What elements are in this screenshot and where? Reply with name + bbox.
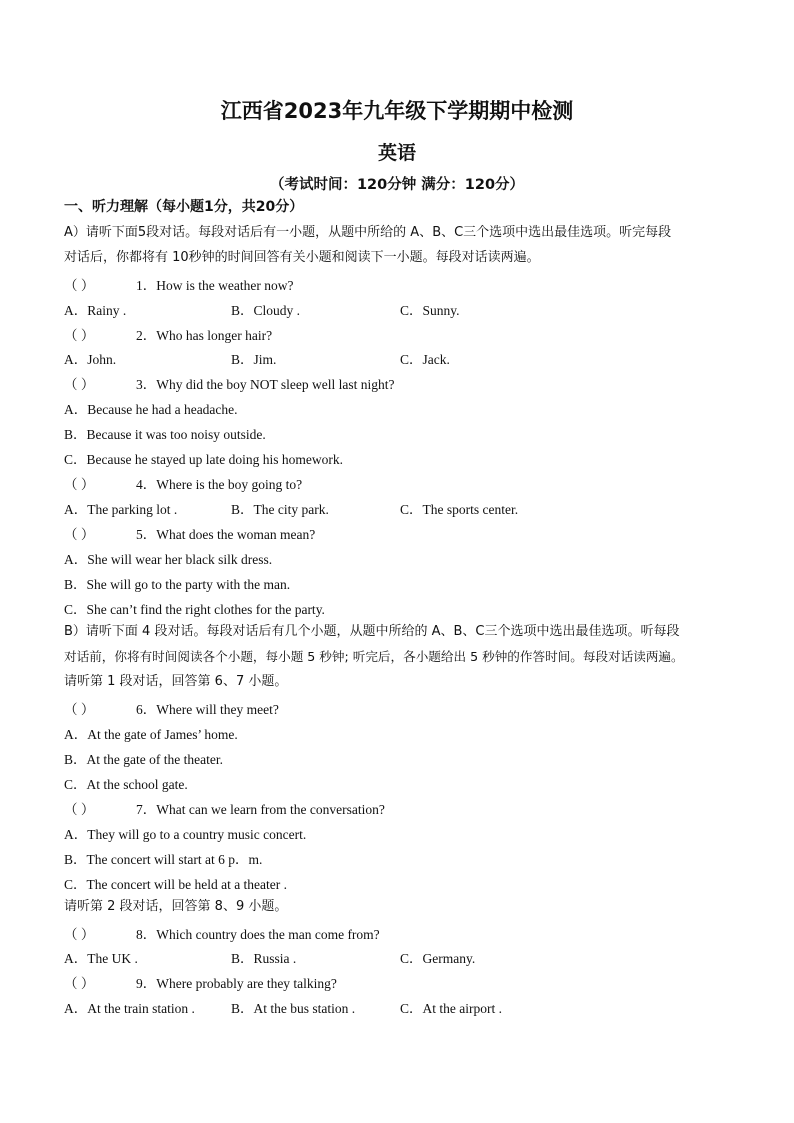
part-b-instruction-line2: 对话前，你将有时间阅读各个小题，每小题 5 秒钟; 听完后，各小题给出 5 秒钟的作答时间。每段对话读两遍。 — [64, 649, 684, 664]
question-1 — [64, 274, 293, 294]
option-a[interactable]: A．At the gate of James’ home. — [64, 727, 238, 742]
option-c[interactable]: C．At the airport . — [400, 1001, 502, 1016]
option-c[interactable]: C．Sunny. — [400, 303, 460, 318]
question-stem: 6．Where will they meet? — [136, 702, 279, 717]
question-8-options — [64, 947, 744, 965]
option-b[interactable]: B．The city park. — [231, 502, 329, 517]
question-stem: 5．What does the woman mean? — [136, 527, 316, 542]
option-c[interactable]: C．The sports center. — [400, 502, 519, 517]
option-c[interactable]: C．Because he stayed up late doing his homework. — [64, 452, 343, 467]
option-a[interactable]: A．John. — [64, 352, 117, 367]
option-b[interactable]: B．At the gate of the theater. — [64, 752, 223, 767]
option-a[interactable]: A．Rainy . — [64, 303, 127, 318]
question-stem: 2．Who has longer hair? — [136, 328, 273, 343]
answer-blank[interactable]: （ ） — [64, 802, 95, 817]
dialog-2-note: 请听第 2 段对话，回答第 8、9 小题。 — [64, 899, 288, 914]
option-a[interactable]: A．Because he had a headache. — [64, 402, 238, 417]
answer-blank[interactable]: （ ） — [64, 377, 95, 392]
part-b-instruction-line1: B）请听下面 4 段对话。每段对话后有几个小题，从题中所给的 A、B、C三个选项中选出最佳选项。听每段 — [64, 624, 680, 639]
question-4 — [64, 473, 302, 493]
question-6 — [64, 698, 279, 718]
question-stem: 1．How is the weather now? — [136, 278, 294, 293]
exam-title: 江西省2023年九年级下学期期中检测 — [220, 99, 574, 123]
question-4-options — [64, 498, 744, 516]
part-a-instruction-line2: 对话后，你都将有 10秒钟的时间回答有关小题和阅读下一小题。每段对话读两遍。 — [64, 250, 540, 265]
option-b[interactable]: B．The concert will start at 6 p．m. — [64, 852, 263, 867]
subject-title: 英语 — [377, 142, 416, 164]
option-b[interactable]: B．She will go to the party with the man. — [64, 577, 291, 592]
option-b[interactable]: B．At the bus station . — [231, 1001, 356, 1016]
question-3 — [64, 373, 394, 393]
option-c[interactable]: C．The concert will be held at a theater . — [64, 877, 288, 892]
question-stem: 9．Where probably are they talking? — [136, 976, 337, 991]
question-2 — [64, 324, 272, 344]
question-stem: 3．Why did the boy NOT sleep well last night? — [136, 377, 395, 392]
exam-info: （考试时间：120分钟 满分：120分） — [269, 177, 525, 193]
question-stem: 7．What can we learn from the conversation? — [136, 802, 385, 817]
answer-blank[interactable]: （ ） — [64, 477, 95, 492]
dialog-1-note: 请听第 1 段对话，回答第 6、7 小题。 — [64, 674, 288, 689]
answer-blank[interactable]: （ ） — [64, 702, 95, 717]
question-2-options — [64, 348, 744, 366]
option-b[interactable]: B．Russia . — [231, 951, 297, 966]
option-a[interactable]: A．The parking lot . — [64, 502, 178, 517]
option-a[interactable]: A．They will go to a country music concert. — [64, 827, 307, 842]
answer-blank[interactable]: （ ） — [64, 976, 95, 991]
part-a-instruction-line1: A）请听下面5段对话。每段对话后有一小题，从题中所给的 A、B、C三个选项中选出最佳选项。听完每段 — [64, 225, 672, 240]
question-1-options — [64, 299, 744, 317]
question-8 — [64, 923, 380, 943]
answer-blank[interactable]: （ ） — [64, 527, 95, 542]
question-7 — [64, 798, 385, 818]
question-9 — [64, 972, 337, 992]
option-c[interactable]: C．Jack. — [400, 352, 450, 367]
option-a[interactable]: A．She will wear her black silk dress. — [64, 552, 273, 567]
option-c[interactable]: C．She can’t find the right clothes for the party. — [64, 602, 325, 617]
option-c[interactable]: C．Germany. — [400, 951, 476, 966]
option-b[interactable]: B．Jim. — [231, 352, 277, 367]
option-c[interactable]: C．At the school gate. — [64, 777, 188, 792]
question-5 — [64, 523, 315, 543]
section-heading: 一、听力理解（每小题1分，共20分） — [64, 199, 304, 215]
answer-blank[interactable]: （ ） — [64, 328, 95, 343]
option-a[interactable]: A．The UK . — [64, 951, 138, 966]
answer-blank[interactable]: （ ） — [64, 278, 95, 293]
question-stem: 8．Which country does the man come from? — [136, 927, 380, 942]
answer-blank[interactable]: （ ） — [64, 927, 95, 942]
option-a[interactable]: A．At the train station . — [64, 1001, 195, 1016]
question-stem: 4．Where is the boy going to? — [136, 477, 303, 492]
option-b[interactable]: B．Cloudy . — [231, 303, 301, 318]
question-9-options — [64, 997, 744, 1015]
option-b[interactable]: B．Because it was too noisy outside. — [64, 427, 266, 442]
